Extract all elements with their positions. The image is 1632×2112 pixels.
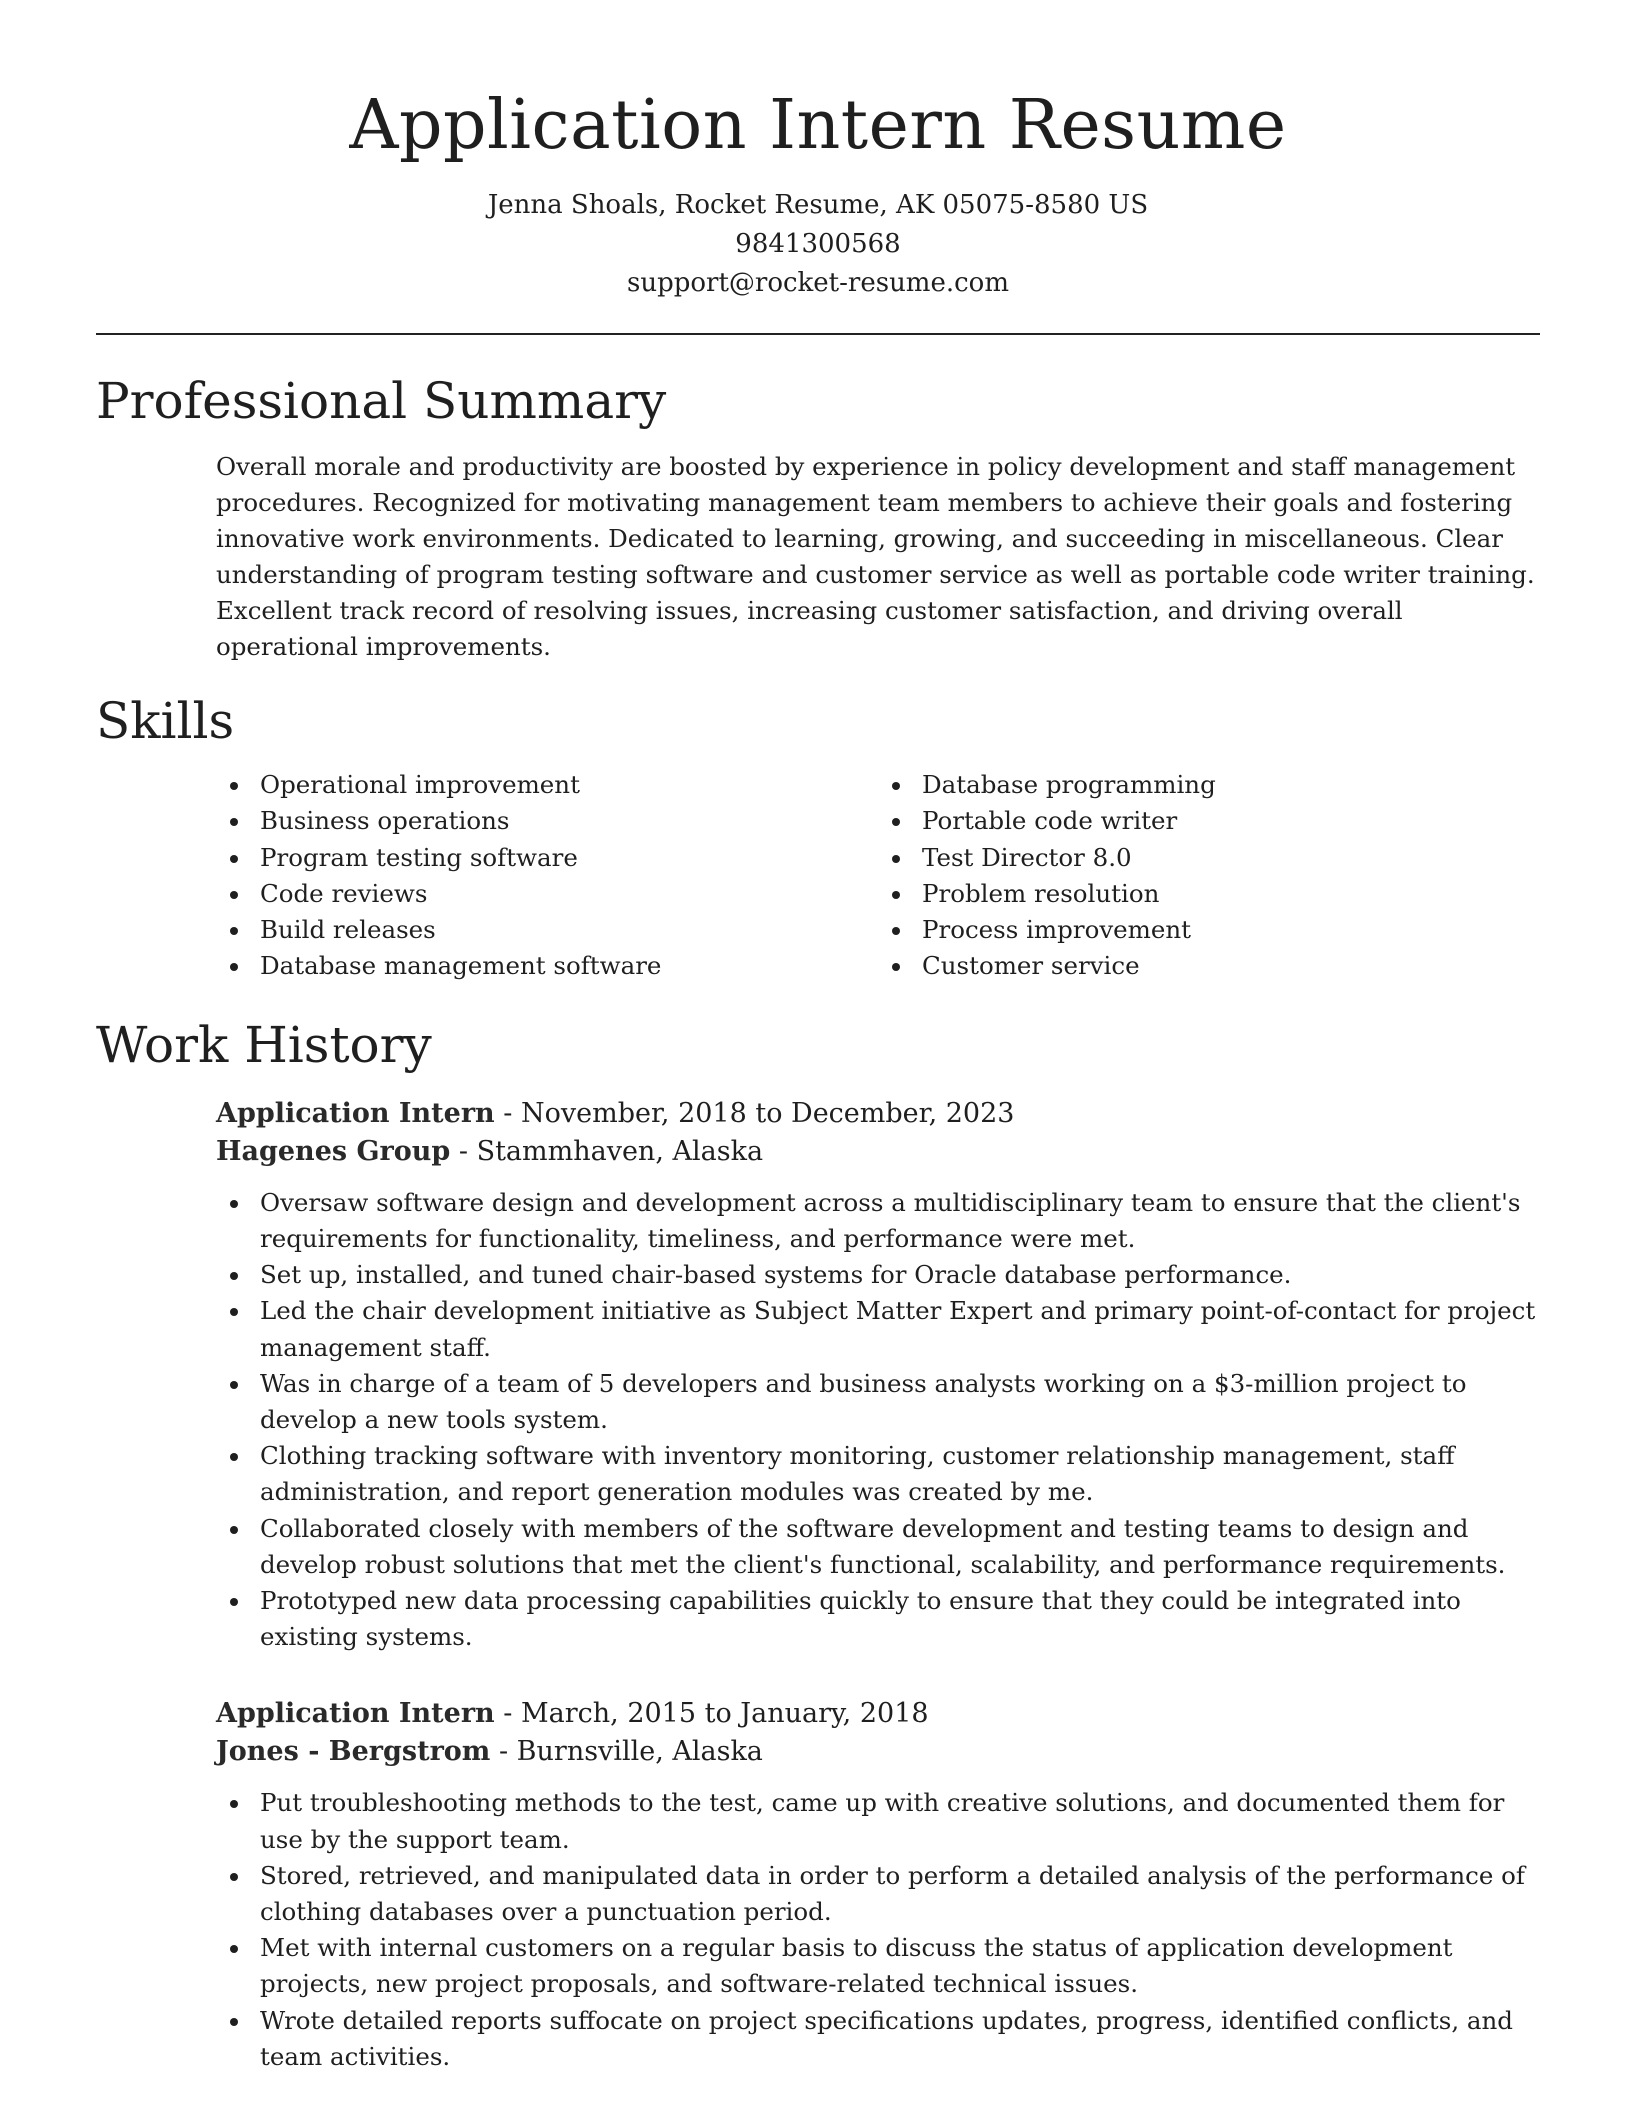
skill-item: Customer service [922,948,1540,984]
job-bullet: Oversaw software design and development across a multidisciplinary team to ensure that the client's requirements for functionality, timeliness, and performance were met. [260,1185,1540,1257]
job-bullet: Stored, retrieved, and manipulated data in order to perform a detailed analysis of the performance of clothing databases over a punctuation period. [260,1858,1540,1930]
resume-header [96,0,1540,303]
job-bullet: Set up, installed, and tuned chair-based systems for Oracle database performance. [260,1257,1540,1293]
section-heading-summary: Professional Summary [96,372,667,430]
job-dates: - November, 2018 to December, 2023 [494,1097,1015,1129]
skill-item: Problem resolution [922,876,1540,912]
skills-grid [216,767,1540,985]
job-company-line [216,1733,1540,1771]
email-line: support@rocket-resume.com [626,268,1009,298]
contact-info [96,186,1540,303]
professional-summary-section [96,371,1540,665]
job-company: Jones - Bergstrom [216,1736,491,1768]
skills-column-right [878,767,1540,985]
skill-item: Process improvement [922,912,1540,948]
summary-text: Overall morale and productivity are boosted by experience in policy development and staff management procedures. Recognized for motivating management team members to achieve their goals and fostering innovative work environments. Dedicated to learning, growing, and succeeding in miscellaneous. Clear understanding of program testing software and customer service as well as portable code writer training. Excellent track record of resolving issues, increasing customer satisfaction, and driving overall operational improvements. [216,452,1535,661]
job-entry [216,1695,1540,2075]
skill-item: Code reviews [260,876,878,912]
job-bullet: Wrote detailed reports suffocate on project specifications updates, progress, identified conflicts, and team activities. [260,2003,1540,2075]
skill-item: Build releases [260,912,878,948]
job-dates: - March, 2015 to January, 2018 [494,1698,929,1730]
skill-item: Database programming [922,767,1540,803]
job-location: - Stammhaven, Alaska [450,1135,764,1167]
section-heading-work: Work History [96,1015,432,1074]
work-history-section [96,1015,1540,2075]
skill-item: Database management software [260,948,878,984]
header-divider [96,333,1540,335]
resume-title: Application Intern Resume [349,86,1287,165]
address-line: Jenna Shoals, Rocket Resume, AK 05075-8580 US [487,190,1149,220]
job-company: Hagenes Group [216,1135,451,1167]
resume-page [96,0,1540,2075]
section-heading-skills: Skills [96,692,235,750]
job-bullet: Was in charge of a team of 5 developers and business analysts working on a $3-million project to develop a new tools system. [260,1366,1540,1438]
job-title-line [216,1695,1540,1733]
job-location: - Burnsville, Alaska [490,1736,763,1768]
job-title-line [216,1095,1540,1133]
job-title: Application Intern [216,1097,495,1129]
job-bullet: Collaborated closely with members of the software development and testing teams to design and develop robust solutions that met the client's functional, scalability, and performance requirements. [260,1511,1540,1583]
job-bullet: Put troubleshooting methods to the test, came up with creative solutions, and documented them for use by the support team. [260,1785,1540,1857]
skill-item: Business operations [260,803,878,839]
job-entry [216,1095,1540,1656]
skill-item: Portable code writer [922,803,1540,839]
job-bullet: Led the chair development initiative as Subject Matter Expert and primary point-of-contact for project management staff. [260,1293,1540,1365]
skill-item: Test Director 8.0 [922,840,1540,876]
skill-item: Program testing software [260,840,878,876]
job-bullet: Prototyped new data processing capabilities quickly to ensure that they could be integrated into existing systems. [260,1583,1540,1655]
job-bullet: Met with internal customers on a regular basis to discuss the status of application development projects, new project proposals, and software-related technical issues. [260,1930,1540,2002]
phone-line: 9841300568 [735,229,901,259]
skill-item: Operational improvement [260,767,878,803]
job-company-line [216,1133,1540,1171]
skills-column-left [216,767,878,985]
job-bullets [216,1185,1540,1656]
job-title: Application Intern [216,1698,495,1730]
skills-section [96,691,1540,985]
job-bullet: Clothing tracking software with inventory monitoring, customer relationship management, staff administration, and report generation modules was created by me. [260,1438,1540,1510]
job-bullets [216,1785,1540,2075]
